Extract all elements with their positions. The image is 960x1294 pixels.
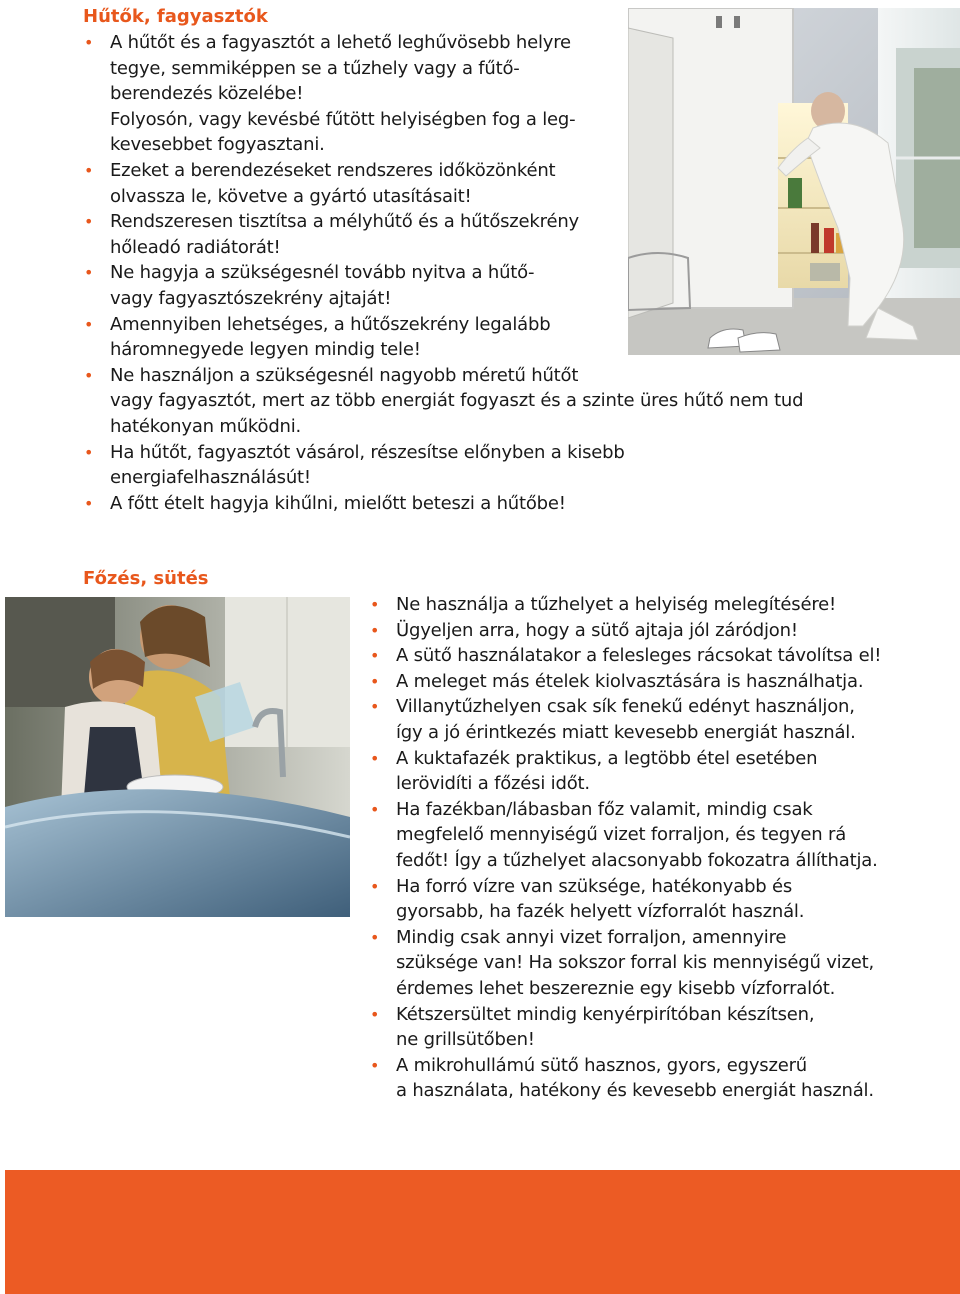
- bullet-icon: •: [370, 671, 380, 691]
- bullet-icon: •: [84, 493, 94, 513]
- bullet-icon: •: [370, 595, 380, 614]
- bullet-icon: •: [370, 748, 380, 768]
- list-item: [369, 592, 929, 618]
- list-item: [83, 440, 823, 491]
- list-item-text: Ne használja a tűzhelyet a helyiség melegítésére!: [396, 594, 837, 615]
- bullet-icon: •: [370, 876, 380, 896]
- list-item-text: Villanytűzhelyen csak sík fenekű edényt használjon, így a jó érintkezés miatt kevesebb energiát használ.: [396, 696, 856, 743]
- list-item-text: Ne használjon a szükségesnél nagyobb méretű hűtőt vagy fagyasztót, mert az több energiát fogyaszt és a szinte üres hűtő nem tud hatékonyan működni.: [110, 364, 804, 437]
- bullet-icon: •: [84, 365, 94, 385]
- bullet-icon: •: [370, 1055, 380, 1075]
- list-item: [83, 491, 823, 517]
- list-item-text: Amennyiben lehetséges, a hűtőszekrény legalább háromnegyede legyen mindig tele!: [110, 313, 551, 361]
- list-item-text: A főtt ételt hagyja kihűlni, mielőtt beteszi a hűtőbe!: [110, 492, 566, 514]
- cooking-section-heading: Főzés, sütés: [83, 568, 209, 589]
- list-item-text: A mikrohullámú sütő hasznos, gyors, egyszerű a használata, hatékony és kevesebb energiát használ.: [396, 1054, 874, 1102]
- list-item: [83, 30, 823, 158]
- list-item-text: Kétszersültet mindig kenyérpirítóban készítsen, ne grillsütőben!: [396, 1003, 815, 1051]
- list-item: [369, 1053, 929, 1104]
- list-item-text: A meleget más ételek kiolvasztására is használhatja.: [396, 670, 864, 692]
- list-item-text: Ha fazékban/lábasban főz valamit, mindig csak megfelelő mennyiségű vizet forraljon, és tegyen rá fedőt! Így a tűzhelyet alacsonyabb fokozatra állíthatja.: [396, 798, 878, 871]
- cooking-photo: [5, 597, 350, 917]
- list-item-text: A kuktafazék praktikus, a legtöbb étel esetében lerövidíti a főzési időt.: [396, 747, 818, 795]
- list-item: [369, 669, 929, 695]
- bullet-icon: •: [370, 697, 380, 717]
- list-item: [369, 618, 929, 644]
- bullet-icon: •: [370, 1004, 380, 1024]
- list-item: [369, 694, 929, 745]
- list-item-text: Ne hagyja a szükségesnél tovább nyitva a hűtő- vagy fagyasztószekrény ajtaját!: [110, 262, 535, 309]
- list-item-text: A hűtőt és a fagyasztót a lehető leghűvösebb helyre tegye, semmiképpen se a tűzhely vagy a fűtő- berendezés közelébe! Folyosón, vagy kevésbé fűtött helyiségben fog a leg- kevesebbet fogyasztani.: [110, 32, 576, 156]
- bullet-icon: •: [84, 442, 94, 462]
- bullet-icon: •: [84, 33, 94, 52]
- footer-band: [5, 1170, 960, 1294]
- list-item: [83, 158, 823, 209]
- list-item-text: Rendszeresen tisztítsa a mélyhűtő és a hűtőszekrény hőleadó radiátorát!: [110, 211, 579, 258]
- list-item: [369, 797, 929, 874]
- cooking-tips-list: [369, 592, 929, 1104]
- list-item: [369, 746, 929, 797]
- list-item: [369, 643, 929, 669]
- fridge-section-heading: Hűtők, fagyasztók: [83, 6, 268, 27]
- fridge-tips-list: [83, 30, 823, 516]
- bullet-icon: •: [370, 646, 380, 666]
- list-item: [369, 925, 929, 1002]
- bullet-icon: •: [84, 212, 94, 232]
- bullet-icon: •: [370, 620, 380, 640]
- list-item: [83, 312, 823, 363]
- list-item: [369, 874, 929, 925]
- list-item: [83, 260, 823, 311]
- list-item-text: A sütő használatakor a felesleges rácsokat távolítsa el!: [396, 645, 882, 667]
- list-item-text: Ha hűtőt, fagyasztót vásárol, részesítse előnyben a kisebb energiafelhasználásút!: [110, 441, 625, 489]
- list-item: [83, 209, 823, 260]
- bullet-icon: •: [370, 799, 380, 819]
- list-item: [369, 1002, 929, 1053]
- bullet-icon: •: [84, 160, 94, 180]
- list-item-text: Ezeket a berendezéseket rendszeres időközönként olvassza le, követve a gyártó utasításait!: [110, 159, 556, 207]
- list-item: [83, 363, 823, 440]
- bullet-icon: •: [84, 263, 94, 283]
- bullet-icon: •: [84, 314, 94, 334]
- list-item-text: Ügyeljen arra, hogy a sütő ajtaja jól záródjon!: [396, 619, 798, 641]
- list-item-text: Ha forró vízre van szüksége, hatékonyabb és gyorsabb, ha fazék helyett vízforralót használ.: [396, 875, 805, 923]
- bullet-icon: •: [370, 927, 380, 947]
- list-item-text: Mindig csak annyi vizet forraljon, amennyire szüksége van! Ha sokszor forral kis mennyiségű vizet, érdemes lehet beszereznie egy kisebb vízforralót.: [396, 926, 874, 999]
